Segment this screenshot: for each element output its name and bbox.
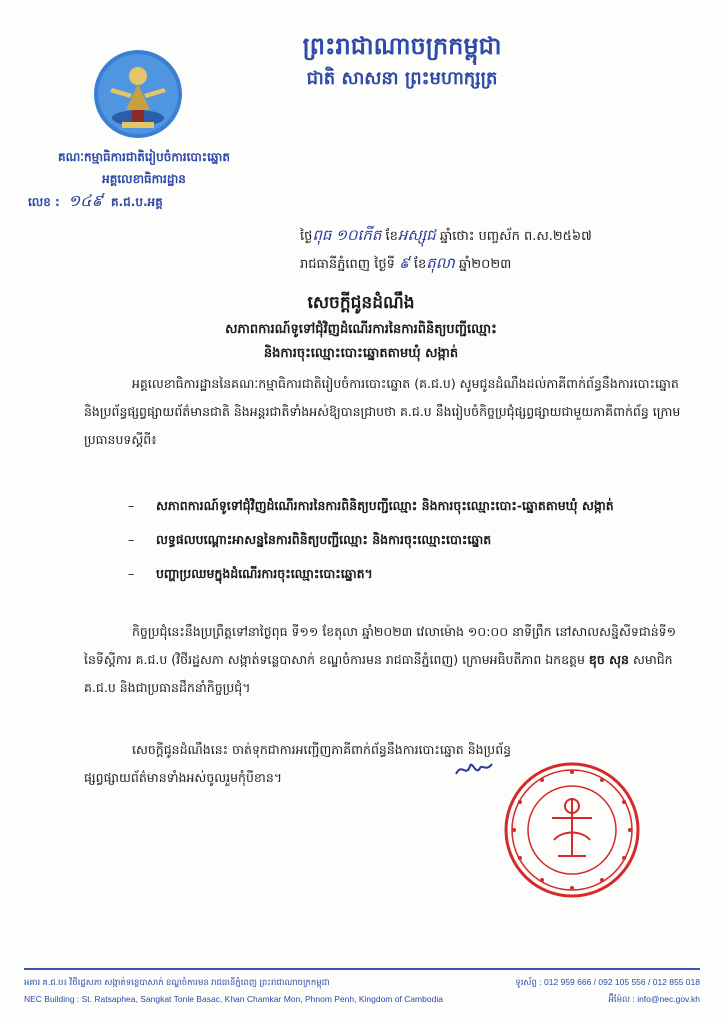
reference-number [28,190,268,214]
solar-year: ឆ្នាំ២០២៣ [458,257,512,272]
closing-text: សេចក្តីជូនដំណឹងនេះ ចាត់ទុកជាការអញ្ជើញភាគីពាក់ព័ន្ធនឹងការបោះឆ្នោត និងប្រព័ន្ធផ្សព្វផ្សាយព័ត៌មានទាំងអស់ចូលរួមកុំបីខាន។ [84,742,512,785]
address-english: NEC Building : St. Ratsaphea, Sangkat Tonle Basac, Khan Chamkar Mon, Phnom Penh, Kingdom of Cambodia [24,994,443,1004]
handwritten-initials [454,758,494,780]
kingdom-heading [252,28,552,94]
solar-month-label: ខែ [413,257,427,272]
lunar-date [300,222,660,250]
lunar-month-handwritten: អស្សុជ [397,226,436,244]
notice-title [60,288,662,366]
meeting-details-before: កិច្ចប្រជុំនេះនឹងប្រព្រឹត្តទៅនាថ្ងៃពុធ ទី១១ ខែតុលា ឆ្នាំ២០២៣ វេលាម៉ោង ១០:០០ នាទីព្រឹក នៅសាលសន្និសីទជាន់ទី១ នៃទីស្តីការ គ.ជ.ប (វិថីរដ្ឋសភា សង្កាត់ទន្លេបាសាក់ ខណ្ឌចំការមន រាជធានីភ្នំពេញ) ក្រោមអធិបតីភាព ឯកឧត្តម [84,624,677,667]
email-contact [444,991,700,1008]
intro-text: អគ្គលេខាធិការដ្ឋាននៃគណៈកម្មាធិការជាតិរៀបចំការបោះឆ្នោត (គ.ជ.ប) សូមជូនដំណឹងដល់ភាគីពាក់ព័ន្ធនឹងការបោះឆ្នោត និងប្រព័ន្ធផ្សព្វផ្សាយព័ត៌មានជាតិ និងអន្តរជាតិទាំងអស់ឱ្យបានជ្រាបថា គ.ជ.ប នឹងរៀបចំកិច្ចប្រជុំផ្សព្វផ្សាយជាមួយភាគីពាក់ព័ន្ធ ក្រោមប្រធានបទស្តីពី៖ [84,376,681,447]
bullet-dash: – [128,566,135,581]
footer-row-en [24,991,700,1008]
national-motto: ជាតិ សាសនា ព្រះមហាក្សត្រ [306,68,498,89]
meeting-details-text [84,618,684,702]
solar-month-handwritten: តុលា [426,254,455,272]
agenda-list [128,492,688,594]
lunar-year: ឆ្នាំថោះ បញ្ចស័ក ព.ស.២៥៦៧ [439,229,592,244]
agenda-item-text: បញ្ហាប្រឈមក្នុងដំណើរការចុះឈ្មោះបោះឆ្នោត។ [156,566,373,581]
lunar-month-label: ខែ [385,229,398,244]
footer [24,974,700,1008]
ref-number-handwritten: ១៤៩ [68,191,103,210]
solar-day-handwritten: ៩ [399,254,410,272]
lunar-phase-handwritten: ១០កើត [335,226,382,244]
org-department: អគ្គលេខាធិការដ្ឋាន [102,172,186,186]
list-item [128,560,688,588]
title-subject-line2: និងការចុះឈ្មោះបោះឆ្នោតតាមឃុំ សង្កាត់ [263,346,459,361]
lunar-day-handwritten: ពុធ [312,226,332,244]
official-seal-icon [502,760,642,900]
kingdom-name: ព្រះរាជាណាចក្រកម្ពុជា [302,31,502,60]
solar-prefix: រាជធានីភ្នំពេញ ថ្ងៃទី [300,257,395,272]
bullet-dash: – [128,498,135,513]
solar-date [300,250,660,278]
org-name: គណៈកម្មាធិការជាតិរៀបចំការបោះឆ្នោត [58,150,230,164]
list-item [128,526,688,554]
bullet-dash: – [128,532,135,547]
phone-numbers: 012 959 666 / 092 105 556 / 012 855 018 [544,977,700,987]
list-item [128,492,688,520]
meeting-details-after: សមាជិក គ.ជ.ប និងជាប្រធានដឹកនាំកិច្ចប្រជុំ។ [84,652,673,695]
intro-paragraph [84,370,684,454]
ref-label: លេខ : [28,195,60,209]
phone-label: ទូរស័ព្ទ : [515,977,542,987]
lunar-prefix: ថ្ងៃ [300,229,313,244]
ref-suffix: គ.ជ.ប.អគ្គ [110,195,163,209]
date-block [300,222,660,278]
footer-divider [24,968,700,970]
chair-name: ឌុច សុន [588,652,629,667]
title-subject-line1: សភាពការណ៍ទូទៅជុំវិញដំណើរការនៃការពិនិត្យបញ្ជីឈ្មោះ [225,322,497,337]
address-khmer: អគារ គ.ជ.ប៖ វិថីរដ្ឋសភា សង្កាត់ទន្លេបាសាក់ ខណ្ឌចំការមន រាជធានីភ្នំពេញ ព្រះរាជាណាចក្រកម្ពុជា [24,977,330,987]
footer-row-kh [24,974,700,991]
email-address: info@nec.gov.kh [637,994,700,1004]
agenda-item-text: សភាពការណ៍ទូទៅជុំវិញដំណើរការនៃការពិនិត្យបញ្ជីឈ្មោះ និងការចុះឈ្មោះបោះ-ឆ្នោតតាមឃុំ សង្កាត់ [156,498,614,513]
meeting-details-paragraph [84,618,684,702]
title-main: សេចក្តីជូនដំណឹង [307,293,415,313]
email-label: អ៊ីម៉ែល : [608,994,635,1004]
agenda-item-text: លទ្ធផលបណ្តោះអាសន្ននៃការពិនិត្យបញ្ជីឈ្មោះ និងការចុះឈ្មោះបោះឆ្នោត [156,532,492,547]
nec-logo-icon [92,48,184,140]
issuing-organization [24,146,264,190]
phone-contact [444,974,700,991]
